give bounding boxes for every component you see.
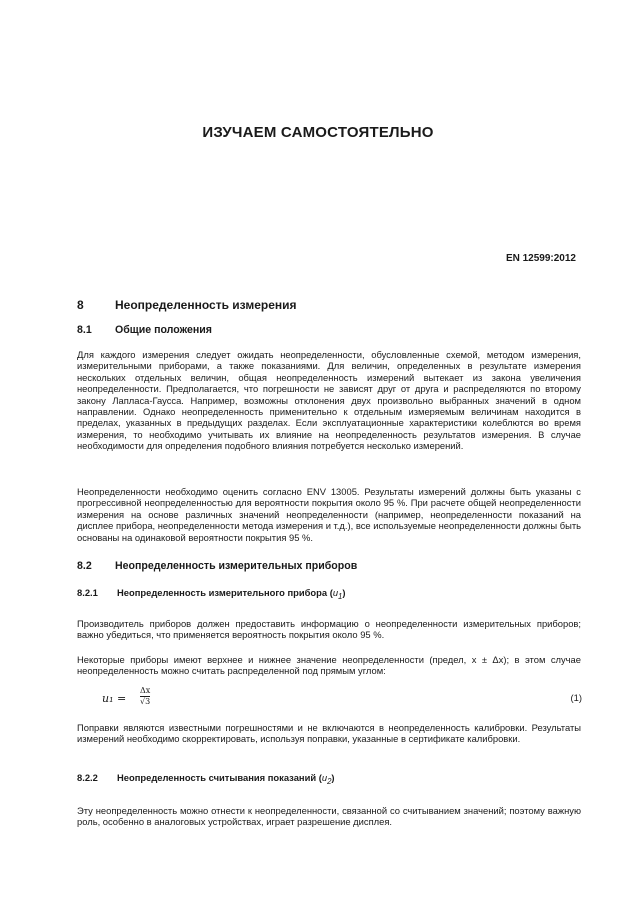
variable-subscript: 2 (327, 776, 332, 786)
formula-fraction (140, 686, 150, 707)
paragraph-8-2-2-1: Эту неопределенность можно отнести к неопределенности, связанной со считыванием значений; поэтому важную роль, особенно в аналоговых устройствах, играет разрешение дисплея. (77, 805, 581, 828)
heading-section-8-2 (77, 560, 357, 572)
section-number: 8.2.2 (77, 772, 98, 783)
section-title: Неопределенность считывания показаний ( (117, 772, 322, 783)
section-number: 8 (77, 298, 84, 312)
variable-u: u (321, 772, 328, 783)
heading-section-8-2-2 (77, 772, 335, 786)
section-title-close: ) (342, 587, 346, 598)
section-title-close: ) (331, 772, 335, 783)
paragraph-8-1-1: Для каждого измерения следует ожидать неопределенности, обусловленные схемой, методом измерения, измерительными приборами, а также показаниями. Для величин, определенных в результате измерения нескольких отдельных величин, общая неопределенность измерений вытекает из закона увеличения неопределенности. Предполагается, что погрешности не зависят друг от друга и распределяются по второму закону Лапласа-Гаусса. Например, возможны отклонения двух произвольно выбранных значений в одном направлении. Однако неопределенность применительно к отдельным измеряемым величинам находится в пределах, указанных в предыдущих разделах. Если эксплуатационные характеристики колеблются во время измерения, то необходимо учитывать их влияние на неопределенность результатов измерения. В случае необходимости для определения подобного влияния потребуется несколько измерений. (77, 349, 581, 452)
paragraph-8-2-1-3: Поправки являются известными погрешностями и не включаются в неопределенность калибровки. Результаты измерений необходимо скорректировать, используя поправки, указанные в сертификате калибровки. (77, 722, 581, 745)
paragraph-8-2-1-2: Некоторые приборы имеют верхнее и нижнее значение неопределенности (предел, x ± Δx); в этом случае неопределенность можно считать распределенной под прямым углом: (77, 654, 581, 677)
section-title: Общие положения (115, 324, 212, 336)
heading-section-8-1 (77, 324, 212, 336)
variable-u: u (332, 587, 339, 598)
section-number: 8.2.1 (77, 587, 98, 598)
formula-numerator: Δx (140, 686, 151, 695)
variable-subscript: 1 (338, 591, 343, 601)
section-title: Неопределенность измерительных приборов (115, 560, 358, 572)
formula-denominator: √3 (140, 697, 151, 706)
section-number: 8.1 (77, 324, 92, 336)
paragraph-8-2-1-1: Производитель приборов должен предоставить информацию о неопределенности измерительных приборов; важно убедиться, что применяется вероятность покрытия около 95 %. (77, 618, 581, 641)
formula-1 (102, 686, 582, 710)
paragraph-8-1-2: Неопределенности необходимо оценить согласно ENV 13005. Результаты измерений должны быть указаны с прогрессивной неопределенностью для вероятности покрытия около 95 %. При расчете общей неопределенности измерения на основе различных значений неопределенности (например, неопределенности показаний на дисплее прибора, неопределенности метода измерения и т.д.), все используемые неопределенности должны быть основаны на одинаковой вероятности покрытия 95 %. (77, 486, 581, 543)
section-title: Неопределенность измерения (115, 298, 297, 312)
page-title: ИЗУЧАЕМ САМОСТОЯТЕЛЬНО (202, 124, 434, 141)
heading-section-8-2-1 (77, 587, 346, 601)
section-number: 8.2 (77, 560, 92, 572)
heading-section-8 (77, 298, 297, 312)
formula-lhs: u₁ = (102, 692, 127, 705)
section-title: Неопределенность измерительного прибора ( (117, 587, 333, 598)
equation-number: (1) (570, 692, 582, 703)
document-id: EN 12599:2012 (505, 253, 576, 264)
